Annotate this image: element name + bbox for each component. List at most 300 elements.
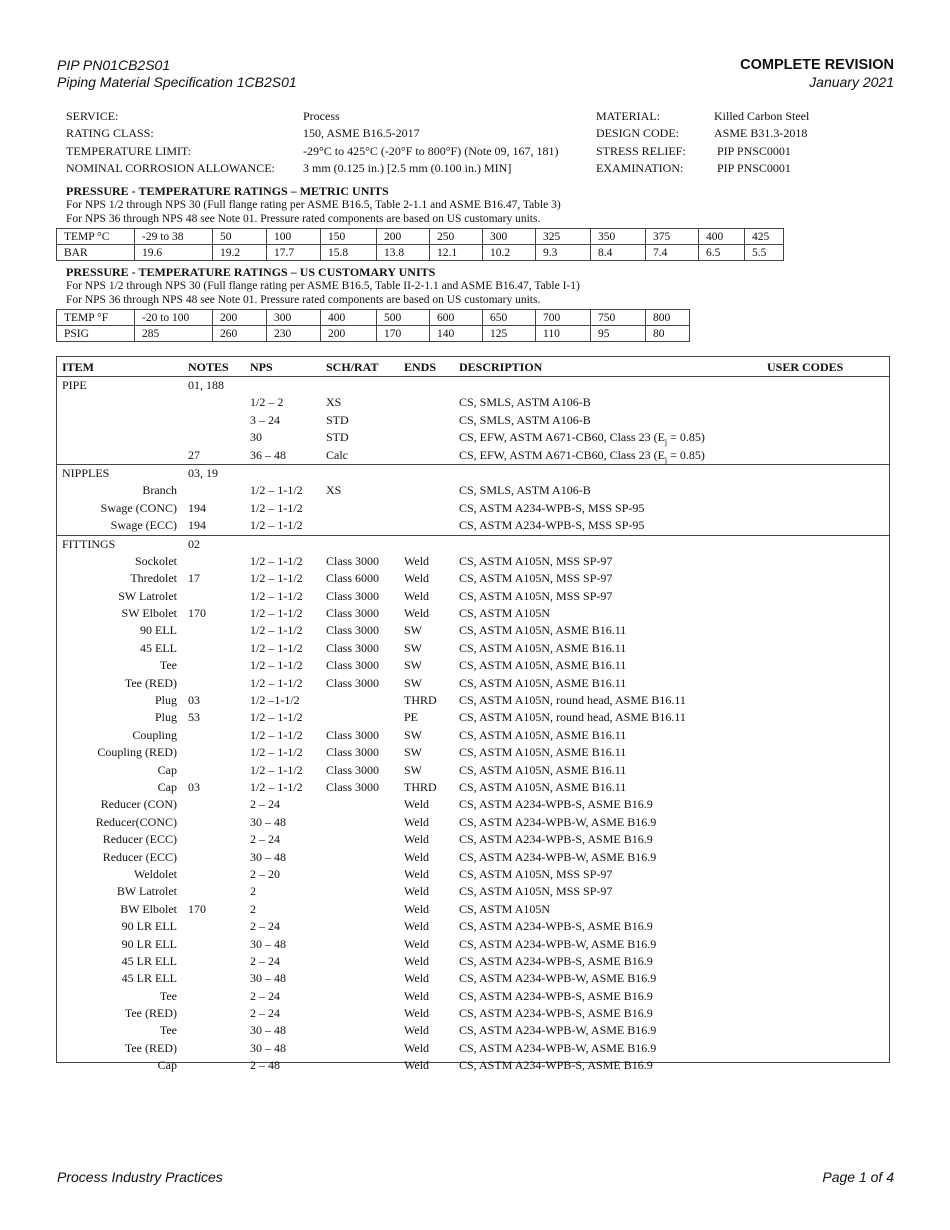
row-ends: Weld xyxy=(404,884,430,899)
table-row xyxy=(57,796,889,813)
row-nps: 2 – 48 xyxy=(250,1058,280,1073)
row-ends: SW xyxy=(404,623,422,638)
row-ends: Weld xyxy=(404,1006,430,1021)
row-nps: 2 – 24 xyxy=(250,919,280,934)
row-item: SW Latrolet xyxy=(118,588,177,603)
row-description: CS, EFW, ASTM A671-CB60, Class 23 $(E_j = 0.85)$ xyxy=(459,430,705,447)
us-ratings-table xyxy=(56,309,690,342)
row-ends: Weld xyxy=(404,936,430,951)
design-code-value: ASME B31.3-2018 xyxy=(714,126,808,141)
row-nps: 1/2 – 1-1/2 xyxy=(250,745,303,760)
row-item: Reducer (ECC) xyxy=(102,849,177,864)
row-nps: 30 – 48 xyxy=(250,849,286,864)
table-cell: 125 xyxy=(483,326,536,342)
metric-temp-label: TEMP °C xyxy=(57,229,135,245)
row-sch-rat: Class 3000 xyxy=(326,623,380,638)
col-sch-rat: SCH/RAT xyxy=(326,360,379,374)
col-nps: NPS xyxy=(250,360,273,374)
row-nps: 1/2 – 1-1/2 xyxy=(250,727,303,742)
table-row xyxy=(57,970,889,987)
row-sch-rat: XS xyxy=(326,483,342,498)
table-row xyxy=(57,918,889,935)
row-ends: Weld xyxy=(404,797,430,812)
table-cell: 200 xyxy=(213,310,267,326)
row-ends: Weld xyxy=(404,1040,430,1055)
examination-label: EXAMINATION: xyxy=(596,160,684,175)
row-nps: 1/2 – 1-1/2 xyxy=(250,658,303,673)
section-header-row xyxy=(57,536,889,553)
row-nps: 30 – 48 xyxy=(250,1023,286,1038)
table-cell: 7.4 xyxy=(646,245,699,261)
table-row xyxy=(57,570,889,587)
row-description: CS, ASTM A105N, ASME B16.11 xyxy=(459,727,627,742)
table-row xyxy=(57,605,889,622)
table-cell: 400 xyxy=(321,310,377,326)
table-cell: 500 xyxy=(377,310,430,326)
table-row xyxy=(57,640,889,657)
row-nps: 2 – 24 xyxy=(250,988,280,1003)
row-nps: 2 xyxy=(250,884,256,899)
col-item: ITEM xyxy=(62,360,95,374)
table-cell: 6.5 xyxy=(699,245,745,261)
table-row xyxy=(57,412,889,429)
row-description: CS, ASTM A234-WPB-S, ASME B16.9 xyxy=(459,1006,653,1021)
section-header-row xyxy=(57,377,889,394)
row-description: CS, ASTM A234-WPB-W, ASME B16.9 xyxy=(459,971,657,986)
table-cell: 300 xyxy=(483,229,536,245)
row-description: CS, ASTM A105N, ASME B16.11 xyxy=(459,675,627,690)
table-cell: 15.8 xyxy=(321,245,377,261)
row-ends: SW xyxy=(404,745,422,760)
row-sch-rat: Class 3000 xyxy=(326,745,380,760)
service-values-right xyxy=(714,108,809,177)
row-description: CS, ASTM A234-WPB-W, ASME B16.9 xyxy=(459,1040,657,1055)
materials-table xyxy=(56,356,890,1073)
revision-date: January 2021 xyxy=(809,74,894,90)
row-description: CS, SMLS, ASTM A106-B xyxy=(459,483,591,498)
row-nps: 30 xyxy=(250,430,262,445)
table-cell: 19.2 xyxy=(213,245,267,261)
table-row xyxy=(57,429,889,446)
col-notes: NOTES xyxy=(188,360,229,374)
row-item: SW Elbolet xyxy=(121,606,177,621)
table-cell: -29 to 38 xyxy=(135,229,213,245)
row-description: CS, ASTM A234-WPB-S, ASME B16.9 xyxy=(459,988,653,1003)
us-temp-row xyxy=(57,310,690,326)
table-row xyxy=(57,709,889,726)
row-item: Tee xyxy=(159,988,177,1003)
row-nps: 1/2 – 1-1/2 xyxy=(250,606,303,621)
table-cell: 95 xyxy=(591,326,646,342)
table-cell: 600 xyxy=(430,310,483,326)
table-row xyxy=(57,482,889,499)
section-pipe xyxy=(57,377,889,465)
row-sch-rat: STD xyxy=(326,430,349,445)
table-cell: 200 xyxy=(377,229,430,245)
table-row xyxy=(57,1057,889,1074)
row-nps: 1/2 – 1-1/2 xyxy=(250,588,303,603)
table-cell: 750 xyxy=(591,310,646,326)
service-label: SERVICE: xyxy=(66,109,119,123)
row-description: CS, ASTM A234-WPB-S, ASME B16.9 xyxy=(459,919,653,934)
row-item: Coupling (RED) xyxy=(97,745,177,760)
section-fittings xyxy=(57,536,889,1075)
metric-ratings-table xyxy=(56,228,784,261)
service-value: Process xyxy=(303,109,340,123)
row-ends: SW xyxy=(404,658,422,673)
table-cell: 800 xyxy=(646,310,690,326)
table-cell: 285 xyxy=(135,326,213,342)
us-ratings-note-2: For NPS 36 through NPS 48 see Note 01. Pressure rated components are based on US customary units. xyxy=(66,294,541,306)
row-notes: 194 xyxy=(188,500,206,515)
row-item: 45 ELL xyxy=(140,640,177,655)
temperature-limit-label: TEMPERATURE LIMIT: xyxy=(66,143,192,158)
row-ends: Weld xyxy=(404,588,430,603)
row-sch-rat: Class 3000 xyxy=(326,779,380,794)
row-sch-rat: Class 3000 xyxy=(326,588,380,603)
table-row xyxy=(57,727,889,744)
row-nps: 3 – 24 xyxy=(250,412,280,427)
row-ends: SW xyxy=(404,675,422,690)
table-row xyxy=(57,657,889,674)
row-nps: 30 – 48 xyxy=(250,936,286,951)
row-ends: Weld xyxy=(404,866,430,881)
row-nps: 30 – 48 xyxy=(250,1040,286,1055)
row-description: CS, ASTM A234-WPB-S, ASME B16.9 xyxy=(459,797,653,812)
material-value: Killed Carbon Steel xyxy=(714,109,810,123)
row-item: 90 LR ELL xyxy=(121,936,177,951)
row-notes: 03 xyxy=(188,693,200,708)
design-code-label: DESIGN CODE: xyxy=(596,126,679,141)
row-item: Branch xyxy=(142,483,177,498)
row-description: CS, ASTM A105N, ASME B16.11 xyxy=(459,623,627,638)
table-row xyxy=(57,831,889,848)
examination-value: PIP PNSC0001 xyxy=(717,160,791,175)
row-description: CS, ASTM A234-WPB-S, MSS SP-95 xyxy=(459,500,645,515)
row-ends: THRD xyxy=(404,779,437,794)
row-sch-rat: Class 3000 xyxy=(326,553,380,568)
stress-relief-value: PIP PNSC0001 xyxy=(717,143,791,158)
metric-bar-row xyxy=(57,245,784,261)
materials-table-body xyxy=(57,377,889,1075)
row-ends: THRD xyxy=(404,693,437,708)
table-cell: 400 xyxy=(699,229,745,245)
section-nipples xyxy=(57,465,889,536)
table-cell: 700 xyxy=(536,310,591,326)
row-notes: 03 xyxy=(188,779,200,794)
row-nps: 1/2 – 2 xyxy=(250,395,284,410)
table-cell: 140 xyxy=(430,326,483,342)
table-row xyxy=(57,936,889,953)
table-cell: 325 xyxy=(536,229,591,245)
table-cell: -20 to 100 xyxy=(135,310,213,326)
row-ends: Weld xyxy=(404,832,430,847)
table-row xyxy=(57,866,889,883)
row-description: CS, ASTM A105N, round head, ASME B16.11 xyxy=(459,693,686,708)
col-user-codes: USER CODES xyxy=(767,360,844,374)
table-cell: 9.3 xyxy=(536,245,591,261)
table-cell: 230 xyxy=(267,326,321,342)
table-cell: 260 xyxy=(213,326,267,342)
row-item: Weldolet xyxy=(133,866,177,881)
table-cell: 425 xyxy=(745,229,784,245)
row-sch-rat: Class 3000 xyxy=(326,675,380,690)
metric-temp-row xyxy=(57,229,784,245)
row-item: Plug xyxy=(154,710,177,725)
row-nps: 1/2 – 1-1/2 xyxy=(250,710,303,725)
header-left xyxy=(57,57,297,91)
row-ends: Weld xyxy=(404,988,430,1003)
row-item: Tee (RED) xyxy=(124,1006,177,1021)
row-ends: Weld xyxy=(404,553,430,568)
service-labels-right xyxy=(596,108,686,177)
row-item: Tee xyxy=(159,1023,177,1038)
service-values-left xyxy=(303,108,559,177)
corrosion-allowance-value: 3 mm (0.125 in.) [2.5 mm (0.100 in.) MIN] xyxy=(303,160,512,175)
row-ends: SW xyxy=(404,762,422,777)
header-right xyxy=(740,57,894,91)
row-item: Cap xyxy=(157,779,177,794)
row-description: CS, ASTM A105N, ASME B16.11 xyxy=(459,640,627,655)
table-row xyxy=(57,814,889,831)
table-row xyxy=(57,779,889,796)
row-nps: 1/2 – 1-1/2 xyxy=(250,483,303,498)
table-row xyxy=(57,675,889,692)
table-row xyxy=(57,901,889,918)
section-item: PIPE xyxy=(62,378,87,392)
row-nps: 30 – 48 xyxy=(250,814,286,829)
table-row xyxy=(57,849,889,866)
row-description: CS, ASTM A105N, round head, ASME B16.11 xyxy=(459,710,686,725)
row-sch-rat: Calc xyxy=(326,447,348,462)
table-row xyxy=(57,988,889,1005)
materials-table-header xyxy=(57,357,889,377)
row-item: Tee (RED) xyxy=(124,675,177,690)
row-description: CS, ASTM A234-WPB-W, ASME B16.9 xyxy=(459,849,657,864)
table-cell: 80 xyxy=(646,326,690,342)
row-item: BW Latrolet xyxy=(116,884,177,899)
table-row xyxy=(57,762,889,779)
metric-ratings-note-2: For NPS 36 through NPS 48 see Note 01. Pressure rated components are based on US customary units. xyxy=(66,213,541,225)
row-item: Reducer(CONC) xyxy=(95,814,177,829)
table-row xyxy=(57,588,889,605)
row-ends: Weld xyxy=(404,953,430,968)
row-ends: Weld xyxy=(404,1023,430,1038)
section-item: FITTINGS xyxy=(62,536,116,551)
section-notes: 01, 188 xyxy=(188,378,224,392)
row-description: CS, SMLS, ASTM A106-B xyxy=(459,412,591,427)
us-ratings-note-1: For NPS 1/2 through NPS 30 (Full flange rating per ASME B16.5, Table II-2-1.1 and ASME B16.47, Table I-1) xyxy=(66,280,580,292)
row-item: 45 LR ELL xyxy=(121,953,177,968)
row-item: Sockolet xyxy=(135,553,177,568)
metric-ratings-title: PRESSURE - TEMPERATURE RATINGS – METRIC UNITS xyxy=(66,184,389,198)
table-cell: 150 xyxy=(321,229,377,245)
table-row xyxy=(57,1022,889,1039)
row-notes: 17 xyxy=(188,571,200,586)
row-nps: 1/2 – 1-1/2 xyxy=(250,500,303,515)
revision-label: COMPLETE REVISION xyxy=(740,57,894,73)
row-ends: Weld xyxy=(404,849,430,864)
row-item: Cap xyxy=(157,762,177,777)
row-nps: 30 – 48 xyxy=(250,971,286,986)
row-item: Coupling xyxy=(132,727,177,742)
row-item: Cap xyxy=(157,1058,177,1073)
stress-relief-label: STRESS RELIEF: xyxy=(596,143,686,158)
doc-id: PIP PN01CB2S01 xyxy=(57,57,171,73)
row-description: CS, ASTM A105N, ASME B16.11 xyxy=(459,658,627,673)
row-description: CS, SMLS, ASTM A106-B xyxy=(459,395,591,410)
table-cell: 100 xyxy=(267,229,321,245)
row-description: CS, ASTM A105N, MSS SP-97 xyxy=(459,588,613,603)
row-nps: 1/2 – 1-1/2 xyxy=(250,553,303,568)
row-nps: 1/2 – 1-1/2 xyxy=(250,571,303,586)
table-row xyxy=(57,500,889,517)
corrosion-allowance-label: NOMINAL CORROSION ALLOWANCE: xyxy=(66,160,275,175)
section-header-row xyxy=(57,465,889,482)
table-cell: 5.5 xyxy=(745,245,784,261)
row-description: CS, ASTM A105N, ASME B16.11 xyxy=(459,745,627,760)
footer-page-number: Page 1 of 4 xyxy=(822,1169,894,1185)
rating-class-label: RATING CLASS: xyxy=(66,126,154,141)
row-ends: PE xyxy=(404,710,419,725)
row-item: BW Elbolet xyxy=(120,901,177,916)
row-item: Thredolet xyxy=(130,571,177,586)
row-sch-rat: Class 6000 xyxy=(326,571,380,586)
table-row xyxy=(57,692,889,709)
row-ends: Weld xyxy=(404,571,430,586)
col-ends: ENDS xyxy=(404,360,437,374)
row-description: CS, ASTM A234-WPB-W, ASME B16.9 xyxy=(459,814,657,829)
row-ends: Weld xyxy=(404,606,430,621)
table-row xyxy=(57,517,889,534)
table-cell: 300 xyxy=(267,310,321,326)
table-row xyxy=(57,744,889,761)
rating-class-value: 150, ASME B16.5-2017 xyxy=(303,126,420,141)
row-notes: 53 xyxy=(188,710,200,725)
row-description: CS, ASTM A105N, MSS SP-97 xyxy=(459,553,613,568)
table-row xyxy=(57,447,889,464)
table-row xyxy=(57,883,889,900)
row-item: 90 LR ELL xyxy=(121,919,177,934)
us-psig-label: PSIG xyxy=(57,326,135,342)
table-row xyxy=(57,553,889,570)
row-item: Tee xyxy=(159,658,177,673)
row-ends: Weld xyxy=(404,919,430,934)
table-cell: 650 xyxy=(483,310,536,326)
row-description: CS, ASTM A105N, MSS SP-97 xyxy=(459,884,613,899)
row-description: CS, ASTM A105N xyxy=(459,901,551,916)
row-description: CS, ASTM A234-WPB-W, ASME B16.9 xyxy=(459,1023,657,1038)
row-notes: 170 xyxy=(188,606,206,621)
row-notes: 27 xyxy=(188,447,200,462)
row-nps: 2 – 24 xyxy=(250,797,280,812)
row-sch-rat: Class 3000 xyxy=(326,606,380,621)
footer-org: Process Industry Practices xyxy=(57,1169,223,1185)
table-cell: 110 xyxy=(536,326,591,342)
row-notes: 170 xyxy=(188,901,206,916)
table-cell: 170 xyxy=(377,326,430,342)
row-nps: 1/2 – 1-1/2 xyxy=(250,762,303,777)
row-description: CS, ASTM A105N, ASME B16.11 xyxy=(459,779,627,794)
row-nps: 36 – 48 xyxy=(250,447,286,462)
row-sch-rat: Class 3000 xyxy=(326,658,380,673)
temperature-limit-value: -29°C to 425°C (-20°F to 800°F) (Note 09, 167, 181) xyxy=(303,143,559,158)
us-psig-row xyxy=(57,326,690,342)
row-nps: 2 xyxy=(250,901,256,916)
row-nps: 1/2 – 1-1/2 xyxy=(250,623,303,638)
row-description: CS, ASTM A105N, ASME B16.11 xyxy=(459,762,627,777)
row-ends: Weld xyxy=(404,971,430,986)
row-ends: SW xyxy=(404,727,422,742)
table-cell: 375 xyxy=(646,229,699,245)
row-sch-rat: Class 3000 xyxy=(326,762,380,777)
table-row xyxy=(57,1040,889,1057)
table-cell: 350 xyxy=(591,229,646,245)
row-item: Reducer (CON) xyxy=(100,797,177,812)
service-labels-left xyxy=(66,108,275,177)
row-ends: Weld xyxy=(404,814,430,829)
row-description: CS, EFW, ASTM A671-CB60, Class 23 $(E_j = 0.85)$ xyxy=(459,447,705,464)
row-ends: Weld xyxy=(404,901,430,916)
table-cell: 8.4 xyxy=(591,245,646,261)
row-nps: 1/2 – 1-1/2 xyxy=(250,675,303,690)
table-row xyxy=(57,394,889,411)
row-description: CS, ASTM A234-WPB-W, ASME B16.9 xyxy=(459,936,657,951)
row-sch-rat: STD xyxy=(326,412,349,427)
row-description: CS, ASTM A234-WPB-S, ASME B16.9 xyxy=(459,1058,653,1073)
us-temp-label: TEMP °F xyxy=(57,310,135,326)
row-description: CS, ASTM A234-WPB-S, ASME B16.9 xyxy=(459,953,653,968)
section-notes: 03, 19 xyxy=(188,465,218,480)
doc-title: Piping Material Specification 1CB2S01 xyxy=(57,74,297,90)
material-label: MATERIAL: xyxy=(596,109,660,123)
row-sch-rat: XS xyxy=(326,395,342,410)
row-nps: 1/2 – 1-1/2 xyxy=(250,779,303,794)
metric-bar-label: BAR xyxy=(57,245,135,261)
table-row xyxy=(57,953,889,970)
row-nps: 1/2 –1-1/2 xyxy=(250,693,300,708)
row-item: Swage (CONC) xyxy=(100,500,177,515)
row-nps: 1/2 – 1-1/2 xyxy=(250,518,303,533)
table-row xyxy=(57,622,889,639)
table-cell: 17.7 xyxy=(267,245,321,261)
row-ends: SW xyxy=(404,640,422,655)
row-item: Swage (ECC) xyxy=(110,518,177,533)
table-cell: 50 xyxy=(213,229,267,245)
row-nps: 1/2 – 1-1/2 xyxy=(250,640,303,655)
row-notes: 194 xyxy=(188,518,206,533)
row-ends: Weld xyxy=(404,1058,430,1073)
section-notes: 02 xyxy=(188,536,200,551)
metric-ratings-note-1: For NPS 1/2 through NPS 30 (Full flange rating per ASME B16.5, Table 2-1.1 and ASME B16.47, Table 3) xyxy=(66,199,561,211)
section-item: NIPPLES xyxy=(62,465,110,480)
table-cell: 250 xyxy=(430,229,483,245)
table-cell: 13.8 xyxy=(377,245,430,261)
row-sch-rat: Class 3000 xyxy=(326,640,380,655)
table-cell: 19.6 xyxy=(135,245,213,261)
col-description: DESCRIPTION xyxy=(459,360,543,374)
table-row xyxy=(57,1005,889,1022)
row-description: CS, ASTM A234-WPB-S, ASME B16.9 xyxy=(459,832,653,847)
table-cell: 12.1 xyxy=(430,245,483,261)
row-nps: 2 – 24 xyxy=(250,832,280,847)
row-description: CS, ASTM A105N, MSS SP-97 xyxy=(459,571,613,586)
row-item: 45 LR ELL xyxy=(121,971,177,986)
row-nps: 2 – 24 xyxy=(250,953,280,968)
row-description: CS, ASTM A105N, MSS SP-97 xyxy=(459,866,613,881)
row-item: Reducer (ECC) xyxy=(102,832,177,847)
row-description: CS, ASTM A105N xyxy=(459,606,551,621)
